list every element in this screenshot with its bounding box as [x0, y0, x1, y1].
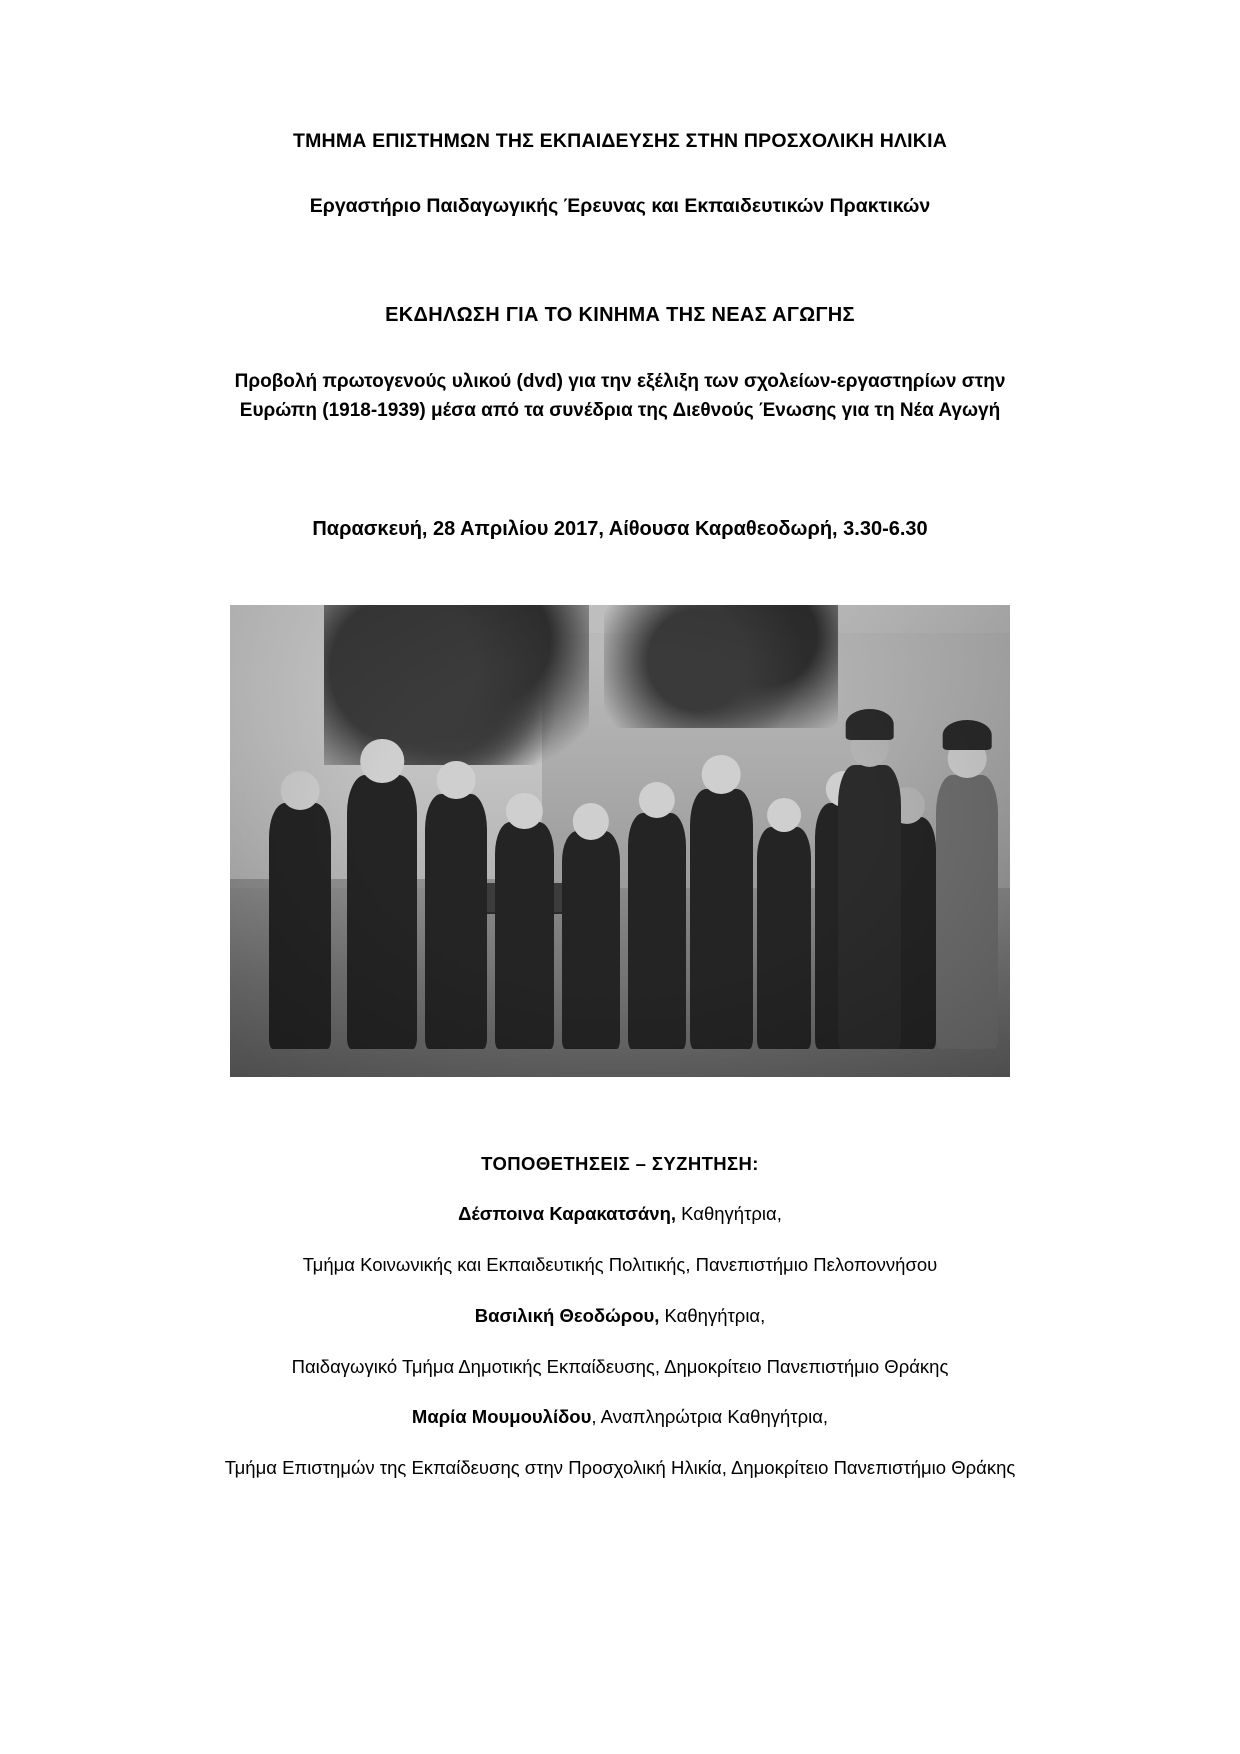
event-description: [190, 367, 1050, 426]
event-description-line-1: Προβολή πρωτογενούς υλικού (dvd) για την εξέλιξη των σχολείων-εργαστηρίων στην: [234, 371, 1006, 392]
event-description-line-2: Ευρώπη (1918-1939) μέσα από τα συνέδρια της Διεθνούς Ένωσης για τη Νέα Αγωγή: [239, 400, 1001, 422]
historic-classroom-photo: [230, 605, 1010, 1077]
speaker-affiliation-1: Τμήμα Κοινωνικής και Εκπαιδευτικής Πολιτικής, Πανεπιστήμιο Πελοποννήσου: [302, 1253, 938, 1275]
speaker-name-rest: Καθηγήτρια,: [659, 1304, 766, 1326]
speaker-name-bold: Μαρία Μουμουλίδου: [411, 1406, 592, 1428]
speakers-section: [150, 1153, 1090, 1482]
speaker-name-rest: Καθηγήτρια,: [676, 1202, 782, 1224]
photo-vignette: [230, 605, 1010, 1077]
speaker-affiliation-3: Τμήμα Επιστημών της Εκπαίδευσης στην Προσχολική Ηλικία, Δημοκρίτειο Πανεπιστήμιο Θράκης: [224, 1457, 1016, 1479]
event-title: ΕΚΔΗΛΩΣΗ ΓΙΑ ΤΟ ΚΙΝΗΜΑ ΤΗΣ ΝΕΑΣ ΑΓΩΓΗΣ: [385, 304, 855, 326]
speaker-name-1: [150, 1203, 1090, 1225]
laboratory-title: Εργαστήριο Παιδαγωγικής Έρευνας και Εκπαιδευτικών Πρακτικών: [309, 195, 931, 217]
speaker-name-2: [150, 1305, 1090, 1327]
speaker-name-bold: Βασιλική Θεοδώρου,: [474, 1304, 660, 1326]
photo-container: [230, 605, 1010, 1077]
speaker-name-bold: Δέσποινα Καρακατσάνη,: [458, 1202, 677, 1224]
speaker-name-3: [150, 1406, 1090, 1428]
speaker-affiliation-2: Παιδαγωγικό Τμήμα Δημοτικής Εκπαίδευσης, Δημοκρίτειο Πανεπιστήμιο Θράκης: [291, 1355, 949, 1377]
speaker-name-rest: , Αναπληρώτρια Καθηγήτρια,: [591, 1406, 829, 1428]
department-title: ΤΜΗΜΑ ΕΠΙΣΤΗΜΩΝ ΤΗΣ ΕΚΠΑΙΔΕΥΣΗΣ ΣΤΗΝ ΠΡΟΣΧΟΛΙΚΗ ΗΛΙΚΙΑ: [293, 130, 947, 152]
event-datetime-venue: Παρασκευή, 28 Απριλίου 2017, Αίθουσα Καραθεοδωρή, 3.30-6.30: [312, 517, 928, 540]
speakers-heading: ΤΟΠΟΘΕΤΗΣΕΙΣ – ΣΥΖΗΤΗΣΗ:: [481, 1152, 759, 1174]
